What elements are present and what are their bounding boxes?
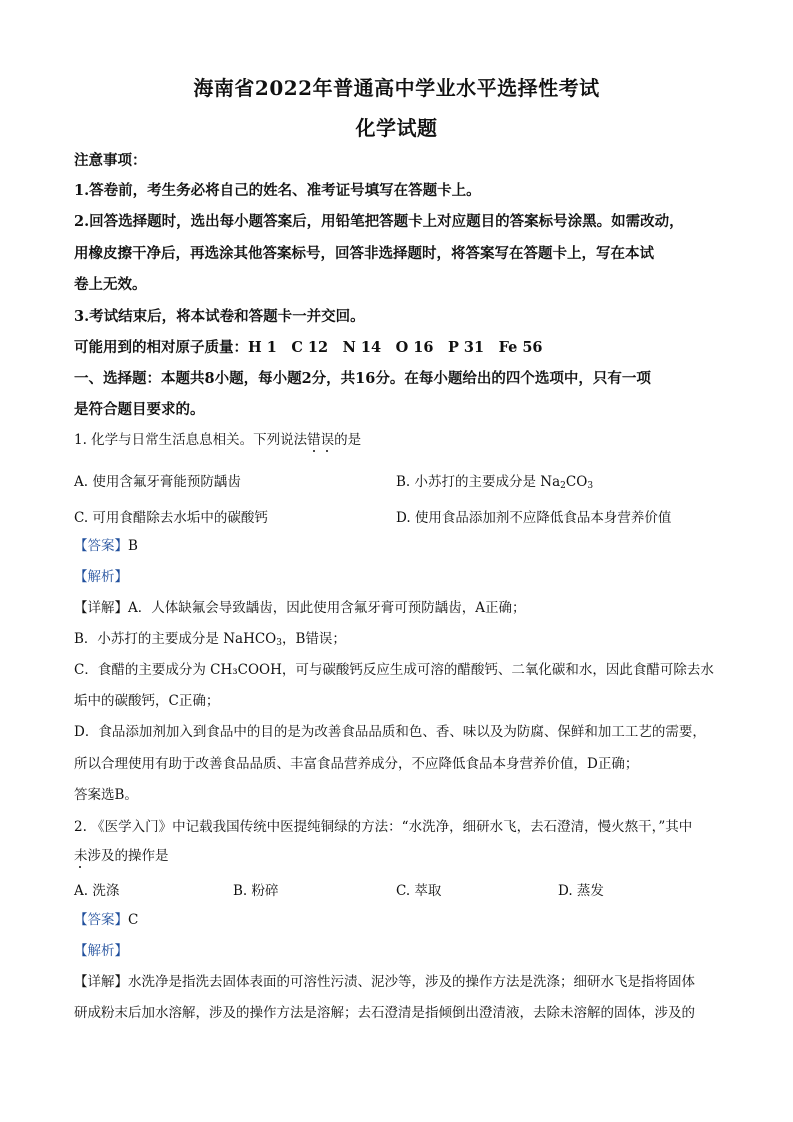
q2-analysis-label: 【解析】 (74, 943, 128, 959)
notice-item-2-end: 卷上无效。 (74, 276, 147, 293)
q2-detail-cont: 研成粉末后加水溶解，涉及的操作方法是溶解；去石澄清是指倾倒出澄清液，去除未溶解的固体，涉及的 (74, 1005, 695, 1021)
q2-option-b: B. 粉碎 (233, 883, 279, 899)
exam-subtitle: 化学试题 (355, 116, 438, 140)
notice-heading: 注意事项： (74, 152, 147, 169)
q2-stem-rest: 涉及的操作是 (87, 848, 169, 864)
q1-detail-c: C．食醋的主要成分为 CH₃COOH，可与碳酸钙反应生成可溶的醋酸钙、二氧化碳和水，因此食醋可除去水 (74, 662, 714, 678)
q1-option-b-text: B. 小苏打的主要成分是 (396, 474, 541, 490)
atomic-mass-line: 可能用到的相对原子质量：H 1 C 12 N 14 O 16 P 31 Fe 56 (74, 339, 543, 356)
q2-stem: 2. 《医学入门》中记载我国传统中医提纯铜绿的方法：“水洗净，细研水飞，去石澄清，慢火熬干，”其中 (74, 819, 693, 835)
q1-option-d: D. 使用食品添加剂不应降低食品本身营养价值 (396, 510, 672, 526)
q1-option-a: A. 使用含氟牙膏能预防龋齿 (74, 474, 241, 490)
q2-stem-emph: 未 (74, 848, 88, 864)
q1-analysis-label: 【解析】 (74, 569, 128, 585)
exam-title: 海南省2022年普通高中学业水平选择性考试 (193, 76, 600, 100)
q1-detail-b-prefix: B．小苏打的主要成分是 NaHCO (74, 631, 277, 647)
notice-item-1: 1.答卷前，考生务必将自己的姓名、准考证号填写在答题卡上。 (74, 182, 481, 199)
q1-detail-label: 【详解】 (74, 600, 128, 616)
q1-answer-value: B (128, 538, 138, 554)
q2-option-c: C. 萃取 (396, 883, 442, 899)
q1-detail-c-cont: 垢中的碳酸钙，C正确； (74, 693, 220, 709)
section-heading-cont: 是符合题目要求的。 (74, 401, 205, 418)
q1-detail-b (74, 630, 724, 652)
q2-answer-value: C (128, 912, 139, 928)
q1-stem-suffix: 的是 (334, 432, 362, 448)
q1-formula-co: CO (565, 474, 588, 490)
q1-option-c: C. 可用食醋除去水垢中的碳酸钙 (74, 510, 268, 526)
q1-answer-label: 【答案】 (74, 538, 128, 554)
q1-formula-sub-3: 3 (587, 481, 594, 491)
q2-detail-text: 水洗净是指洗去固体表面的可溶性污渍、泥沙等，涉及的操作方法是洗涤；细研水飞是指将固体 (128, 974, 695, 990)
q1-option-b (396, 470, 593, 491)
notice-item-3: 3.考试结束后，将本试卷和答题卡一并交回。 (74, 308, 365, 325)
section-heading: 一、选择题：本题共8小题，每小题2分，共16分。在每小题给出的四个选项中，只有一项 (74, 370, 651, 387)
q2-stem-cont (74, 847, 724, 865)
q2-option-a: A. 洗涤 (74, 883, 120, 899)
q1-detail-d: D．食品添加剂加入到食品中的目的是为改善食品品质和色、香、味以及为防腐、保鲜和加工工艺的需要， (74, 724, 706, 740)
q1-detail-b-suffix: ，B错误； (281, 631, 346, 647)
q1-conclusion: 答案选B。 (74, 787, 138, 803)
q1-stem-emph-2: 误 (320, 432, 335, 448)
q1-formula-sub-2: 2 (560, 481, 566, 491)
q1-stem (74, 431, 724, 449)
q2-option-d: D. 蒸发 (558, 883, 604, 899)
notice-item-2: 2.回答选择题时，选出每小题答案后，用铅笔把答题卡上对应题目的答案标号涂黑。如需改动， (74, 213, 684, 230)
q1-detail-a (74, 599, 724, 617)
q1-detail-a-text: A．人体缺氟会导致龋齿，因此使用含氟牙膏可预防龋齿，A正确； (128, 600, 526, 616)
q2-answer (74, 911, 724, 929)
q1-detail-d-cont: 所以合理使用有助于改善食品品质、丰富食品营养成分，不应降低食品本身营养价值，D正确； (74, 756, 639, 772)
q1-stem-prefix: 1. 化学与日常生活息息相关。下列说法 (74, 432, 308, 448)
q1-answer (74, 537, 724, 555)
q2-detail-label: 【详解】 (74, 974, 128, 990)
q2-detail (74, 973, 724, 991)
notice-item-2-cont: 用橡皮擦干净后，再选涂其他答案标号，回答非选择题时，将答案写在答题卡上，写在本试 (74, 245, 654, 262)
q1-detail-b-sub: 3 (276, 638, 282, 648)
q1-formula-na: Na (540, 474, 561, 490)
q2-answer-label: 【答案】 (74, 912, 128, 928)
q1-stem-emph-1: 错 (307, 432, 321, 448)
